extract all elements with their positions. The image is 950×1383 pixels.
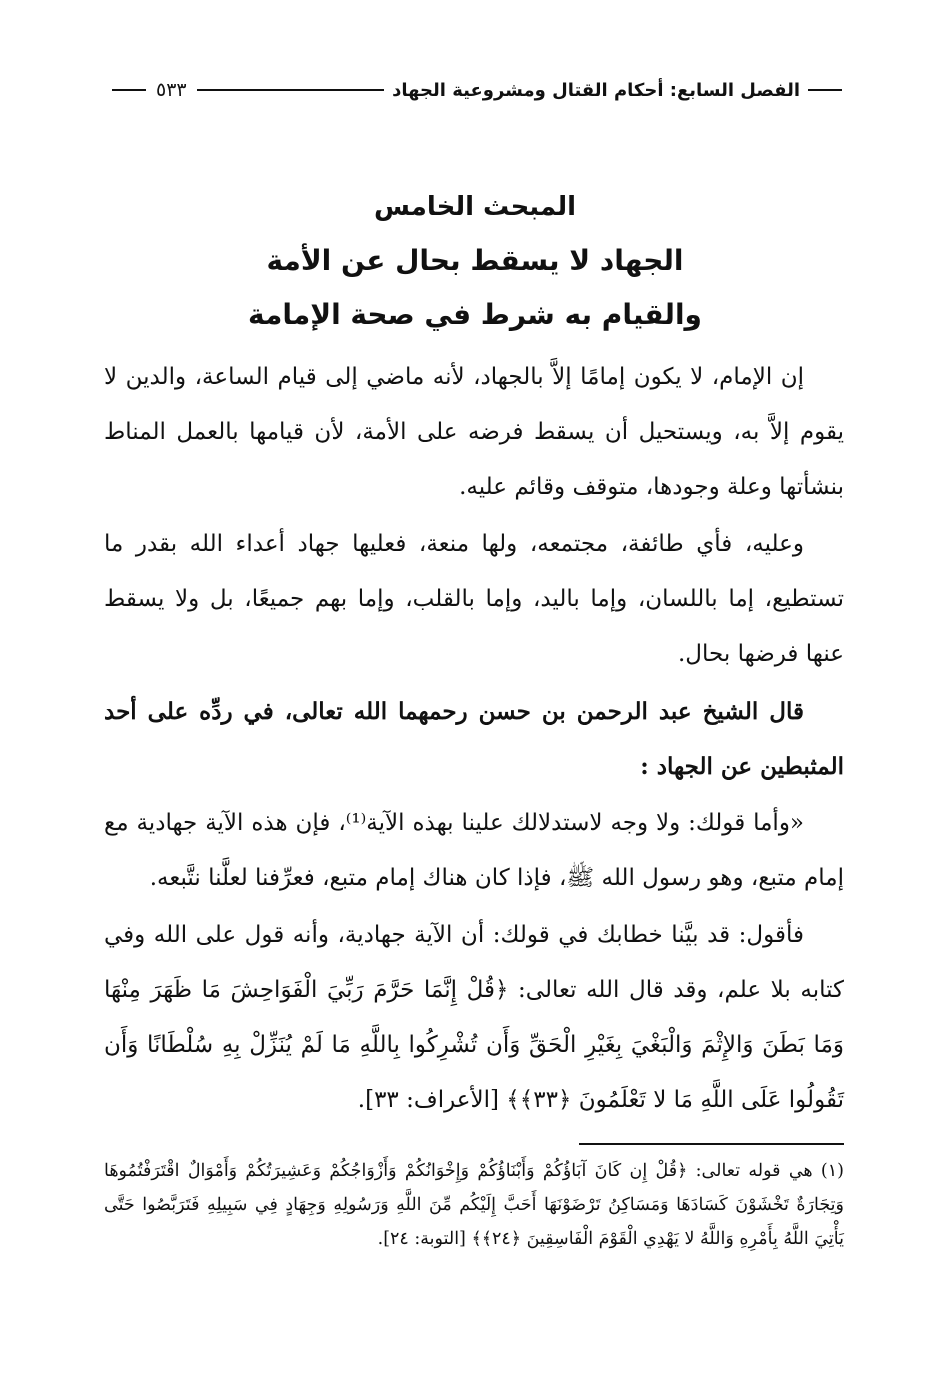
page-number: ٥٣٣ [156,79,187,101]
footnote: (١) هي قوله تعالى: ﴿قُلْ إِن كَانَ آبَاؤُكُمْ وَأَبْنَاؤُكُمْ وَإِخْوَانُكُمْ وَأَزْوَاجُكُمْ وَعَشِيرَتُكُمْ وَأَمْوَالٌ اقْتَرَفْتُمُوهَا وَتِجَارَةٌ تَخْشَوْنَ كَسَادَهَا وَمَسَاكِنُ تَرْضَوْنَهَا أَحَبَّ إِلَيْكُم مِّنَ اللَّهِ وَرَسُولِهِ وَجِهَادٍ فِي سَبِيلِهِ فَتَرَبَّصُوا حَتَّى يَأْتِيَ اللَّهُ بِأَمْرِهِ وَاللَّهُ لا يَهْدِي الْقَوْمَ الْفَاسِقِينَ ﴿٢٤﴾﴾ [التوبة: ٢٤]. [104,1161,844,1249]
paragraph: «وأما قولك: ولا وجه لاستدلالك علينا بهذه الآية⁽¹⁾، فإن هذه الآية جهادية مع إمام متبع، وهو رسول الله ﷺ، فإذا كان هناك إمام متبع، فعرِّفنا لعلَّنا نتَّبعه. [104,810,844,891]
running-header [112,76,842,104]
section-heading: المبحث الخامس [373,192,577,222]
header-rule [197,89,385,91]
section-title-line2: والقيام به شرط في صحة الإمامة [248,298,702,331]
quote-intro-paragraph: قال الشيخ عبد الرحمن بن حسن رحمهما الله تعالى، في ردِّه على أحد المثبطين عن الجهاد : [104,698,844,780]
section-titles [108,180,842,342]
footnote-separator [579,1143,844,1145]
paragraph: إن الإمام، لا يكون إمامًا إلاَّ بالجهاد، لأنه ماضي إلى قيام الساعة، والدين لا يقوم إلاَّ به، ويستحيل أن يسقط فرضه على الأمة، لأن قيامها بالعمل المناط بنشأتها وعلة وجودها، متوقف وقائم عليه. [104,364,844,500]
chapter-title: الفصل السابع: أحكام القتال ومشروعية الجهاد [392,79,800,101]
paragraph: وعليه، فأي طائفة، مجتمعه، ولها منعة، فعليها جهاد أعداء الله بقدر ما تستطيع، إما باللسان، وإما باليد، وإما بالقلب، وإما بهم جميعًا، بل ولا يسقط عنها فرضها بحال. [104,531,844,667]
header-dash [808,89,842,91]
paragraph: فأقول: قد بيَّنا خطابك في قولك: أن الآية جهادية، وأنه قول على الله وفي كتابه بلا علم، وقد قال الله تعالى: ﴿قُلْ إِنَّمَا حَرَّمَ رَبِّيَ الْفَوَاحِشَ مَا ظَهَرَ مِنْهَا وَمَا بَطَنَ وَالإِثْمَ وَالْبَغْيَ بِغَيْرِ الْحَقِّ وَأَن تُشْرِكُوا بِاللَّهِ مَا لَمْ يُنَزِّلْ بِهِ سُلْطَانًا وَأَن تَقُولُوا عَلَى اللَّهِ مَا لا تَعْلَمُونَ ﴿٣٣﴾﴾ [الأعراف: ٣٣]. [104,922,844,1113]
section-title-line1: الجهاد لا يسقط بحال عن الأمة [266,244,684,277]
body-text [104,350,844,1130]
header-dash [112,89,146,91]
